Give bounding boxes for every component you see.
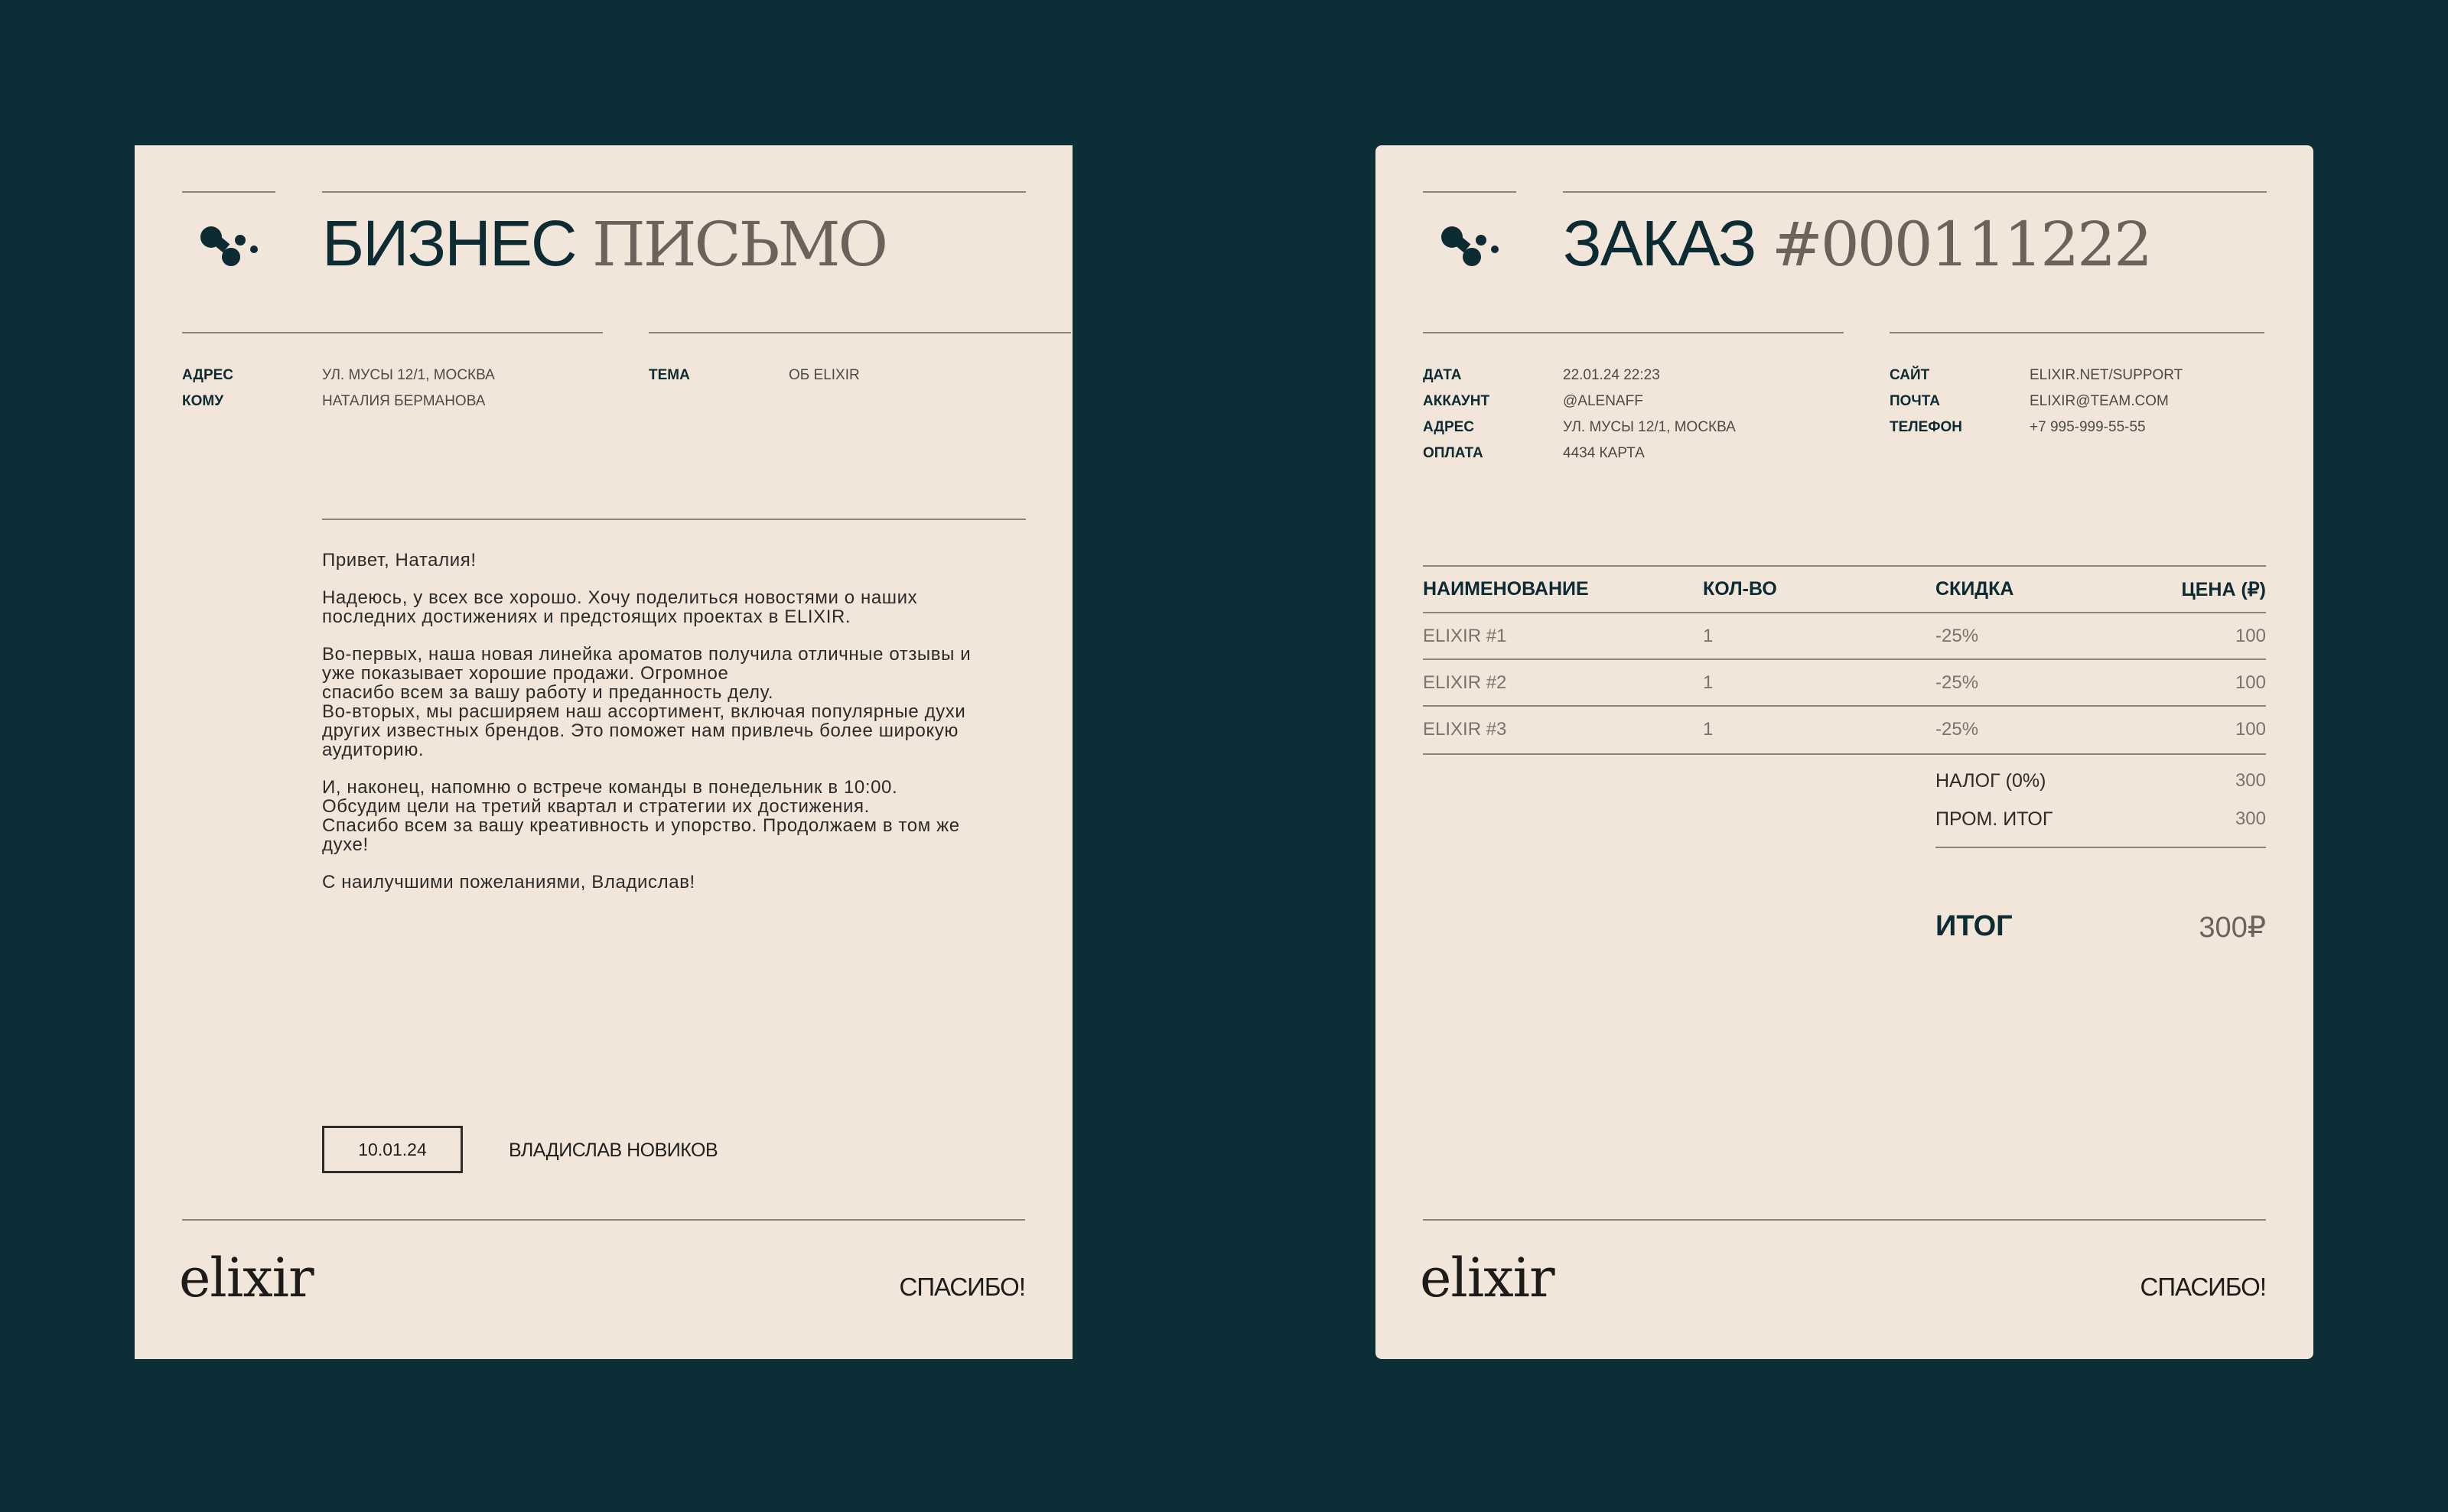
table-rule <box>1423 705 2266 707</box>
divider <box>322 519 1026 520</box>
tax-label: НАЛОГ (0%) <box>1935 770 2046 792</box>
mail-label: ПОЧТА <box>1890 393 1940 409</box>
item-name: ELIXIR #3 <box>1423 719 1507 740</box>
paragraph <box>322 778 1034 854</box>
divider <box>1890 332 2264 333</box>
payment-label: ОПЛАТА <box>1423 445 1483 461</box>
body-line: других известных брендов. Это поможет нам привлечь более широкую <box>322 720 959 741</box>
brand-wordmark: elixir <box>1420 1247 1554 1309</box>
divider <box>1423 332 1844 333</box>
to-value: НАТАЛИЯ БЕРМАНОВА <box>322 393 486 409</box>
body-line: аудиторию. <box>322 740 425 760</box>
subtotal-value: 300 <box>2235 808 2266 829</box>
date-label: ДАТА <box>1423 367 1462 383</box>
divider <box>1563 191 2267 193</box>
divider <box>182 332 603 333</box>
col-header-price: ЦЕНА (₽) <box>2181 579 2266 600</box>
order-number: #000111222 <box>1771 209 2150 280</box>
table-top-rule <box>1423 565 2266 567</box>
greeting: Привет, Наталия! <box>322 550 477 571</box>
payment-value: 4434 КАРТА <box>1563 445 1645 461</box>
phone-label: ТЕЛЕФОН <box>1890 419 1962 435</box>
paragraph <box>322 588 1034 626</box>
divider <box>649 332 1071 333</box>
address-label: АДРЕС <box>1423 419 1475 435</box>
item-name: ELIXIR #1 <box>1423 626 1507 646</box>
letter-body <box>322 551 1034 910</box>
body-line: уже показывает хорошие продажи. Огромное <box>322 663 729 684</box>
title-strong: БИЗНЕС <box>322 207 576 279</box>
thanks-text: СПАСИБО! <box>2140 1273 2266 1301</box>
item-price: 100 <box>2235 719 2266 740</box>
account-value: @ALENAFF <box>1563 393 1643 409</box>
body-line: спасибо всем за вашу работу и преданность делу. <box>322 682 774 703</box>
sender-name: ВЛАДИСЛАВ НОВИКОВ <box>509 1140 718 1161</box>
body-line: Спасибо всем за вашу креативность и упорство. Продолжаем в том же <box>322 815 960 836</box>
address-value: УЛ. МУСЫ 12/1, МОСКВА <box>322 367 495 383</box>
item-name: ELIXIR #2 <box>1423 672 1507 693</box>
brand-wordmark: elixir <box>179 1247 314 1309</box>
divider <box>1423 1219 2266 1221</box>
total-value: 300₽ <box>2199 912 2266 944</box>
site-value: ELIXIR.NET/SUPPORT <box>2030 367 2183 383</box>
subject-label: ТЕМА <box>649 367 690 383</box>
business-letter <box>135 145 1073 1359</box>
divider <box>182 191 275 193</box>
site-label: САЙТ <box>1890 367 1930 383</box>
col-header-name: НАИМЕНОВАНИЕ <box>1423 578 1589 600</box>
col-header-qty: КОЛ-ВО <box>1703 578 1777 600</box>
item-qty: 1 <box>1703 626 1714 646</box>
table-rule <box>1423 658 2266 660</box>
title-light: ПИСЬМО <box>591 209 887 280</box>
title-strong: ЗАКАЗ <box>1563 207 1756 279</box>
divider <box>322 191 1026 193</box>
item-price: 100 <box>2235 672 2266 693</box>
paragraph <box>322 645 1034 759</box>
elixir-logo-icon <box>197 222 260 271</box>
item-price: 100 <box>2235 626 2266 646</box>
page-title <box>322 207 887 280</box>
table-rule <box>1423 612 2266 613</box>
body-line: И, наконец, напомню о встрече команды в понедельник в 10:00. <box>322 777 898 798</box>
item-discount: -25% <box>1935 626 1979 646</box>
tax-value: 300 <box>2235 770 2266 791</box>
body-line: последних достижениях и предстоящих проектах в ELIXIR. <box>322 606 851 627</box>
item-discount: -25% <box>1935 719 1979 740</box>
phone-value: +7 995-999-55-55 <box>2030 419 2146 435</box>
divider <box>182 1219 1025 1221</box>
date-box: 10.01.24 <box>322 1126 463 1173</box>
body-line: Надеюсь, у всех все хорошо. Хочу поделиться новостями о наших <box>322 587 918 608</box>
total-rule <box>1935 847 2266 848</box>
closing: С наилучшими пожеланиями, Владислав! <box>322 872 695 893</box>
body-line: Во-вторых, мы расширяем наш ассортимент, включая популярные духи <box>322 701 966 722</box>
body-line: духе! <box>322 834 369 855</box>
item-qty: 1 <box>1703 672 1714 693</box>
account-label: АККАУНТ <box>1423 393 1490 409</box>
body-line: Обсудим цели на третий квартал и стратегии их достижения. <box>322 796 870 817</box>
thanks-text: СПАСИБО! <box>899 1273 1025 1301</box>
date-value: 22.01.24 22:23 <box>1563 367 1660 383</box>
subject-value: ОБ ELIXIR <box>789 367 860 383</box>
total-label: ИТОГ <box>1935 910 2013 942</box>
address-label: АДРЕС <box>182 367 234 383</box>
order-receipt <box>1375 145 2313 1359</box>
page-title <box>1563 207 2150 280</box>
item-qty: 1 <box>1703 719 1714 740</box>
col-header-discount: СКИДКА <box>1935 578 2014 600</box>
mail-value: ELIXIR@TEAM.COM <box>2030 393 2169 409</box>
subtotal-label: ПРОМ. ИТОГ <box>1935 808 2053 830</box>
item-discount: -25% <box>1935 672 1979 693</box>
address-value: УЛ. МУСЫ 12/1, МОСКВА <box>1563 419 1736 435</box>
to-label: КОМУ <box>182 393 224 409</box>
table-rule <box>1423 753 2266 755</box>
divider <box>1423 191 1516 193</box>
body-line: Во-первых, наша новая линейка ароматов получила отличные отзывы и <box>322 644 972 665</box>
elixir-logo-icon <box>1438 222 1501 271</box>
